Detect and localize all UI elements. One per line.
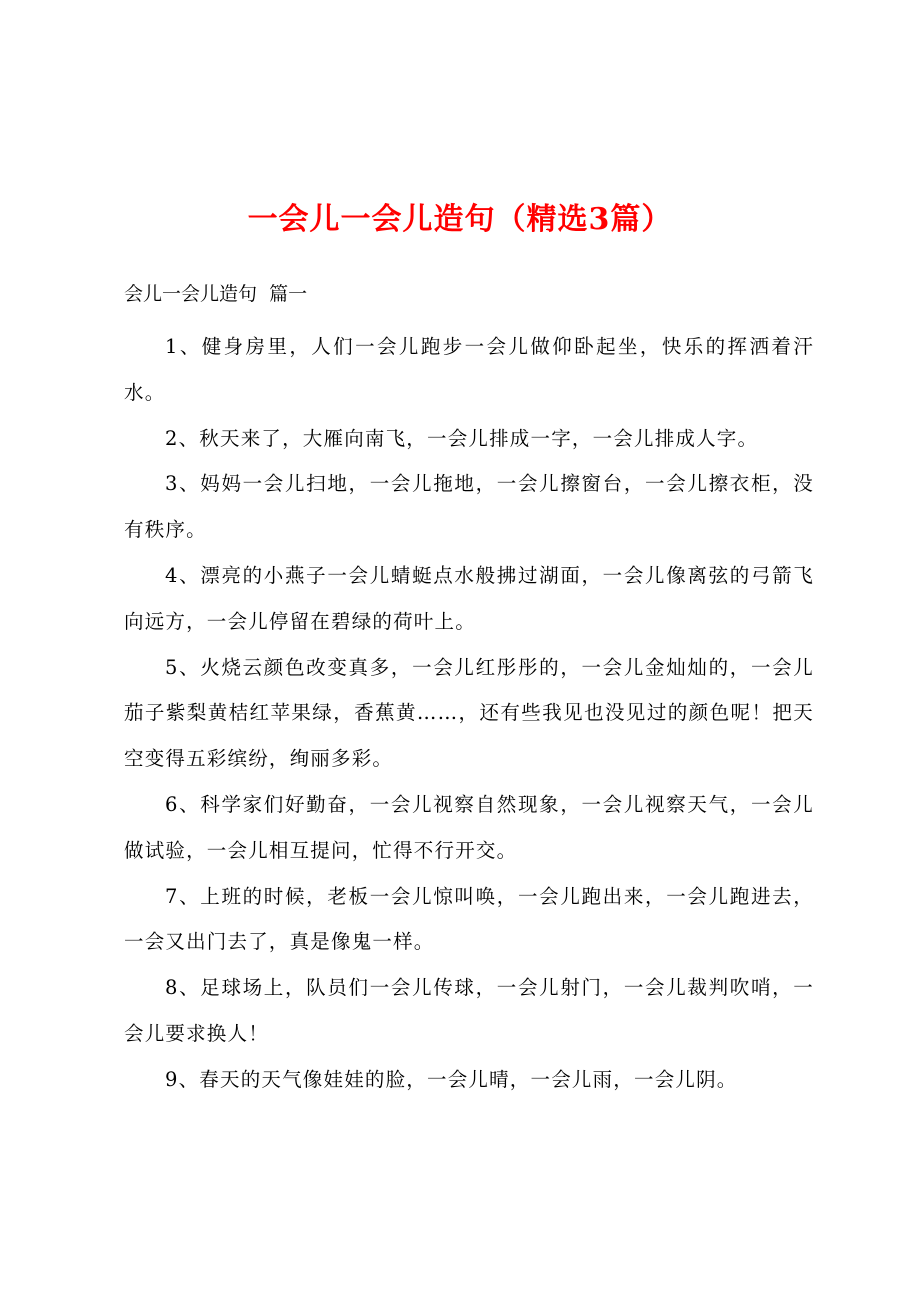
sentence-item-7: 7、上班的时候，老板一会儿惊叫唤，一会儿跑出来，一会儿跑进去，一会又出门去了，真是像鬼一样。	[124, 884, 814, 954]
sentence-item-3: 3、妈妈一会儿扫地，一会儿拖地，一会儿擦窗台，一会儿擦衣柜，没有秩序。	[124, 472, 814, 542]
sentence-item-5: 5、火烧云颜色改变真多，一会儿红彤彤的，一会儿金灿灿的，一会儿茄子紫梨黄桔红苹果绿，香蕉黄……，还有些我见也没见过的颜色呢！把天空变得五彩缤纷，绚丽多彩。	[124, 655, 814, 771]
section-heading: 会儿一会儿造句 篇一	[124, 283, 308, 305]
sentence-item-6: 6、科学家们好勤奋，一会儿视察自然现象，一会儿视察天气，一会儿做试验，一会儿相互提问，忙得不行开交。	[124, 792, 814, 862]
sentence-item-2: 2、秋天来了，大雁向南飞，一会儿排成一字，一会儿排成人字。	[165, 426, 759, 450]
sentence-item-8: 8、足球场上，队员们一会儿传球，一会儿射门，一会儿裁判吹哨，一会儿要求换人！	[124, 976, 814, 1045]
document-title: 一会儿一会儿造句（精选3篇）	[247, 202, 673, 237]
sentence-item-1: 1、健身房里，人们一会儿跑步一会儿做仰卧起坐，快乐的挥洒着汗水。	[124, 335, 814, 404]
sentence-list	[124, 324, 814, 1103]
sentence-item-4: 4、漂亮的小燕子一会儿蜻蜓点水般拂过湖面，一会儿像离弦的弓箭飞向远方，一会儿停留在碧绿的荷叶上。	[124, 563, 814, 633]
sentence-item-9: 9、春天的天气像娃娃的脸，一会儿晴，一会儿雨，一会儿阴。	[165, 1067, 738, 1091]
